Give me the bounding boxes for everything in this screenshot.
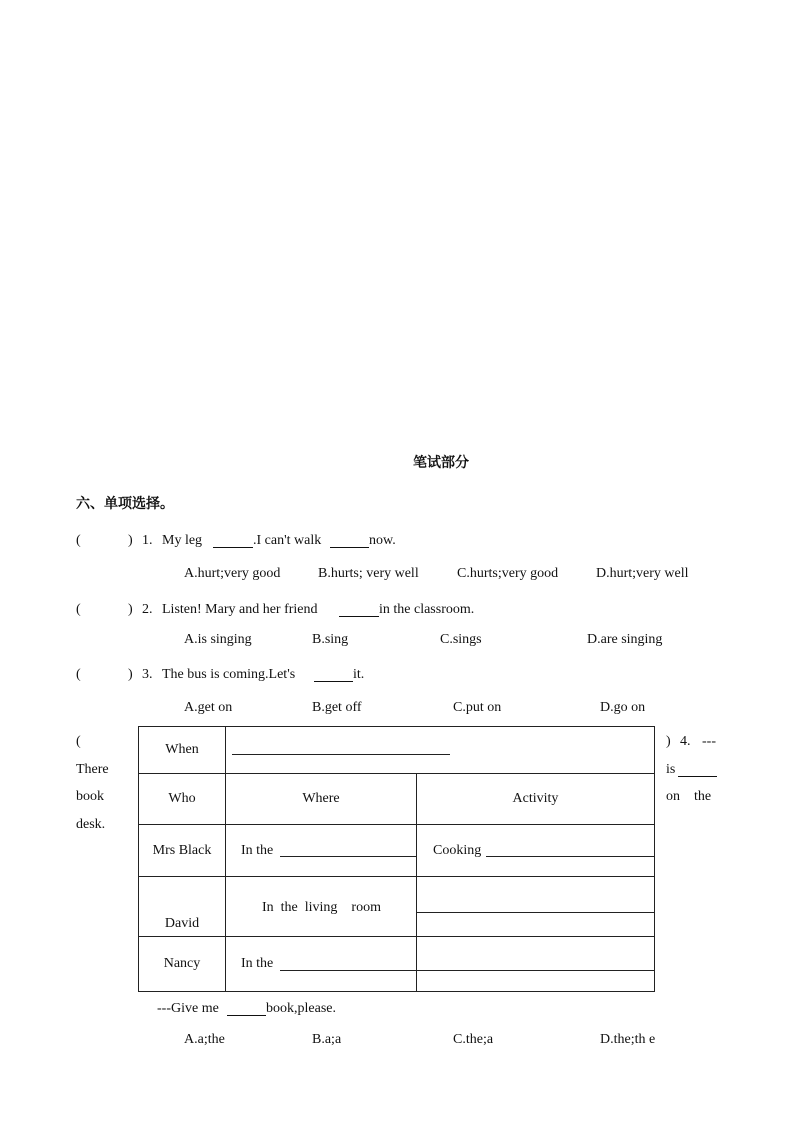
where-cell [226,877,417,937]
activity-cell[interactable] [417,825,655,877]
schedule-table [138,726,655,992]
activity-value: Cooking [433,842,482,858]
question-stem: now. [369,533,396,548]
answer-paren-close: ) [128,667,133,682]
option-d: D.go on [600,700,646,715]
question-text-left: book [76,789,104,804]
activity-header-cell [417,774,655,825]
when-answer-cell[interactable] [226,727,655,774]
option-a: A.is singing [184,632,252,647]
when-label: When [165,742,199,757]
activity-cell[interactable] [417,877,655,937]
answer-paren-open: ( [76,667,81,682]
question-stem: it. [353,667,365,682]
answer-paren-close: ) [666,734,671,749]
option-a: A.hurt;very good [184,566,281,581]
answer-paren-open: ( [76,734,81,749]
question-stem: Listen! Mary and her friend [162,602,318,617]
where-blank-line [280,856,416,857]
question-text-right: is [666,762,676,777]
option-c: C.put on [453,700,502,715]
table-row [139,877,655,937]
who-header-cell [139,774,226,825]
where-header-cell [226,774,417,825]
question-stem: ---Give me [157,1001,219,1016]
question-stem: My leg [162,533,203,548]
answer-paren-open: ( [76,602,81,617]
when-blank-line [232,754,450,755]
option-d: D.the;th e [600,1032,656,1047]
activity-cell[interactable] [417,937,655,992]
option-d: D.are singing [587,632,663,647]
who-cell [139,825,226,877]
question-stem: .I can't walk [253,533,322,548]
where-header: Where [302,791,340,806]
where-blank-line [280,970,416,971]
option-d: D.hurt;very well [596,566,689,581]
who-value: David [164,916,200,931]
activity-blank-line [486,856,655,857]
answer-blank[interactable] [678,764,717,777]
question-number: 3. [142,667,153,682]
answer-paren-close: ) [128,602,133,617]
where-cell[interactable] [226,937,417,992]
who-value: Mrs Black [152,842,212,858]
activity-header: Activity [512,791,559,806]
answer-paren-open: ( [76,533,81,548]
option-b: B.a;a [312,1032,342,1047]
question-number: 4. [680,734,691,749]
answer-blank[interactable] [339,604,379,617]
when-label-cell [139,727,226,774]
answer-paren-close: ) [128,533,133,548]
question-dashes: --- [702,734,716,749]
section-title: 笔试部分 [413,455,469,471]
answer-blank[interactable] [330,535,369,548]
who-cell [139,937,226,992]
answer-blank[interactable] [227,1003,266,1016]
where-value: In the [241,842,274,858]
where-value: In the living room [262,900,381,915]
option-b: B.get off [312,700,362,715]
table-row [139,937,655,992]
question-stem: book,please. [266,1001,336,1016]
who-cell [139,877,226,937]
option-a: A.a;the [184,1032,225,1047]
activity-blank-line [417,970,655,971]
who-header: Who [168,791,196,806]
question-text-right: on the [666,789,712,804]
table-row [139,825,655,877]
option-b: B.sing [312,632,349,647]
question-number: 2. [142,602,153,617]
option-b: B.hurts; very well [318,566,419,581]
question-text-left: There [76,762,109,777]
table-row-header [139,774,655,825]
option-c: C.hurts;very good [457,566,559,581]
option-a: A.get on [184,700,233,715]
where-value: In the [241,956,274,971]
option-c: C.the;a [453,1032,494,1047]
question-stem: in the classroom. [379,602,475,617]
question-number: 1. [142,533,153,548]
part-heading: 六、单项选择。 [76,496,174,512]
question-text-left: desk. [76,817,106,832]
answer-blank[interactable] [213,535,253,548]
who-value: Nancy [163,956,201,971]
table-row-when [139,727,655,774]
activity-blank-line [417,912,655,913]
where-cell[interactable] [226,825,417,877]
option-c: C.sings [440,632,482,647]
question-stem: The bus is coming.Let's [162,667,296,682]
answer-blank[interactable] [314,669,353,682]
